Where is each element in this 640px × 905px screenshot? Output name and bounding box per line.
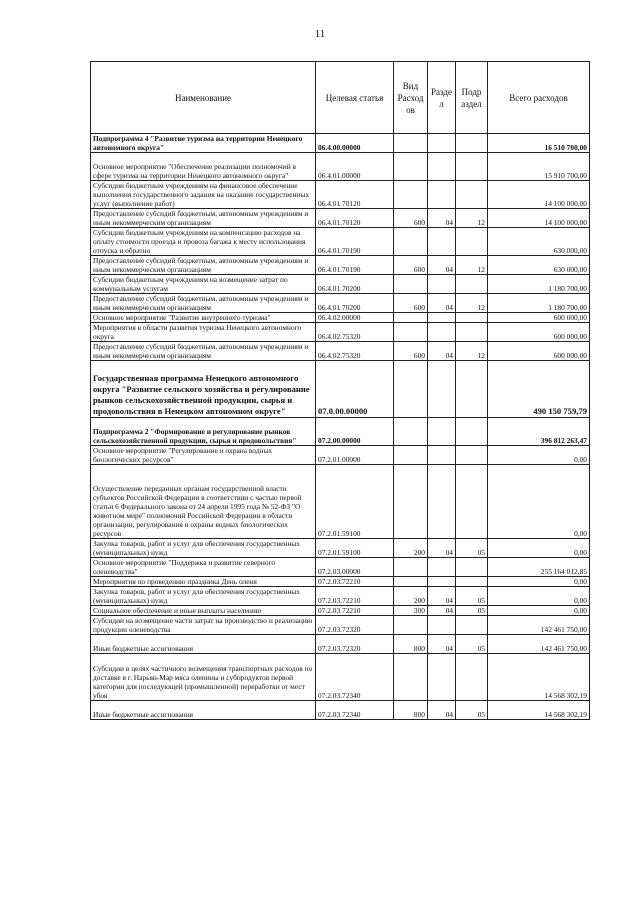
row-expense-type-cell: 300 [394,606,428,616]
row-subsection-cell [456,465,488,539]
row-section-cell [428,558,456,577]
row-name-cell: Основное мероприятие "Регулирование и охрана водных биологических ресурсов" [91,446,316,465]
row-section-cell: 04 [428,294,456,313]
row-expense-type-cell [394,446,428,465]
row-name-cell: Предоставление субсидий бюджетным, автономным учреждениям и иным некоммерческим организациям [91,209,316,228]
row-target-cell: 06.4.01.70190 [316,256,394,275]
row-section-cell: 04 [428,606,456,616]
table-row [91,418,590,446]
row-section-cell: 04 [428,209,456,228]
row-expense-type-cell: 600 [394,294,428,313]
row-subsection-cell: 05 [456,635,488,654]
row-subsection-cell [456,313,488,323]
row-amount-cell: 396 812 263,47 [488,418,590,446]
row-amount-cell: 0,00 [488,606,590,616]
row-section-cell [428,577,456,587]
table-row [91,539,590,558]
row-expense-type-cell [394,361,428,418]
table-row [91,701,590,720]
row-target-cell: 07.2.01.59100 [316,539,394,558]
row-amount-cell: 630 000,00 [488,256,590,275]
row-expense-type-cell [394,577,428,587]
row-expense-type-cell: 200 [394,587,428,606]
row-expense-type-cell [394,323,428,342]
header-total: Всего расходов [488,62,590,134]
row-target-cell: 07.2.03.72210 [316,587,394,606]
page-number: 11 [314,28,326,40]
row-subsection-cell [456,446,488,465]
table-body [91,134,590,720]
row-expense-type-cell: 800 [394,701,428,720]
row-section-cell [428,446,456,465]
row-name-cell: Социальное обеспечение и иные выплаты населению [91,606,316,616]
row-amount-cell: 0,00 [488,539,590,558]
row-subsection-cell [456,361,488,418]
row-amount-cell: 14 100 000,00 [488,181,590,209]
table-row [91,256,590,275]
row-expense-type-cell [394,418,428,446]
table-row [91,294,590,313]
row-expense-type-cell [394,465,428,539]
table-row [91,587,590,606]
table-row [91,446,590,465]
header-subsection: Подр аздел [456,62,488,134]
row-expense-type-cell [394,558,428,577]
row-expense-type-cell [394,616,428,635]
row-section-cell [428,465,456,539]
row-amount-cell: 142 461 750,00 [488,616,590,635]
row-amount-cell: 14 100 000,00 [488,209,590,228]
row-expense-type-cell [394,313,428,323]
row-name-cell: Иные бюджетные ассигнования [91,701,316,720]
row-expense-type-cell: 600 [394,256,428,275]
row-section-cell: 04 [428,342,456,361]
row-amount-cell: 16 510 700,00 [488,134,590,153]
row-amount-cell: 14 568 302,19 [488,701,590,720]
row-section-cell [428,153,456,181]
row-subsection-cell [456,228,488,256]
row-name-cell: Основное мероприятие "Обеспечение реализации полномочий в сфере туризма на территории Ненецкого автономного округа" [91,153,316,181]
row-expense-type-cell [394,275,428,294]
row-target-cell: 07.2.01.00000 [316,446,394,465]
row-subsection-cell [456,181,488,209]
row-amount-cell: 600 000,00 [488,323,590,342]
header-name: Наименование [91,62,316,134]
row-section-cell [428,616,456,635]
row-name-cell: Подпрограмма 2 "Формирование и регулирование рынков сельскохозяйственной продукции, сырья и продовольствия" [91,418,316,446]
table-row [91,635,590,654]
row-amount-cell: 0,00 [488,465,590,539]
row-subsection-cell: 12 [456,209,488,228]
table-row [91,577,590,587]
row-target-cell: 07.2.03.72210 [316,577,394,587]
row-name-cell: Предоставление субсидий бюджетным, автономным учреждениям и иным некоммерческим организациям [91,256,316,275]
row-target-cell: 07.0.00.00000 [316,361,394,418]
row-target-cell: 06.4.02.00000 [316,313,394,323]
table-row [91,606,590,616]
row-section-cell [428,134,456,153]
header-section: Разде л [428,62,456,134]
row-section-cell [428,275,456,294]
row-section-cell: 04 [428,256,456,275]
row-amount-cell: 630 000,00 [488,228,590,256]
table-row [91,181,590,209]
row-target-cell: 07.2.03.72320 [316,616,394,635]
row-subsection-cell: 05 [456,701,488,720]
row-expense-type-cell: 200 [394,539,428,558]
row-name-cell: Закупка товаров, работ и услуг для обеспечения государственных (муниципальных) нужд [91,587,316,606]
row-name-cell: Субсидии бюджетным учреждениям на финансовое обеспечение выполнения государственного задания на оказание государственных услуг (выполнение работ) [91,181,316,209]
table-row [91,153,590,181]
table-row [91,228,590,256]
header-target-article: Целевая статья [316,62,394,134]
row-target-cell: 07.2.00.00000 [316,418,394,446]
row-expense-type-cell [394,228,428,256]
row-name-cell: Закупка товаров, работ и услуг для обеспечения государственных (муниципальных) нужд [91,539,316,558]
row-target-cell: 06.4.01.70190 [316,228,394,256]
row-amount-cell: 255 164 012,85 [488,558,590,577]
table-row [91,209,590,228]
row-expense-type-cell: 600 [394,209,428,228]
row-amount-cell: 490 150 759,79 [488,361,590,418]
row-target-cell: 06.4.01.70120 [316,181,394,209]
row-amount-cell: 1 180 700,00 [488,294,590,313]
row-expense-type-cell [394,134,428,153]
row-expense-type-cell: 800 [394,635,428,654]
row-section-cell [428,313,456,323]
row-target-cell: 06.4.02.75320 [316,323,394,342]
row-section-cell: 04 [428,635,456,654]
row-section-cell [428,323,456,342]
row-section-cell: 04 [428,587,456,606]
row-name-cell: Государственная программа Ненецкого автономного округа "Развитие сельского хозяйства и регулирование рынков сельскохозяйственной продукции, сырья и продовольствия в Ненецком автономном округе" [91,361,316,418]
row-name-cell: Осуществление переданных органам государственной власти субъектов Российской Федерации в соответствии с частью первой статьи 6 Федерального закона от 24 апреля 1995 года № 52-ФЗ "О животном мире" полномочий Российской Федерации в области организации, регулирования и охраны водных биологических ресурсов [91,465,316,539]
row-amount-cell: 15 910 700,00 [488,153,590,181]
row-section-cell [428,361,456,418]
row-amount-cell: 14 568 302,19 [488,654,590,701]
row-name-cell: Предоставление субсидий бюджетным, автономным учреждениям и иным некоммерческим организациям [91,294,316,313]
row-amount-cell: 0,00 [488,446,590,465]
row-subsection-cell: 05 [456,587,488,606]
row-subsection-cell [456,577,488,587]
row-subsection-cell: 12 [456,342,488,361]
row-target-cell: 06.4.01.00000 [316,153,394,181]
row-subsection-cell [456,275,488,294]
row-name-cell: Предоставление субсидий бюджетным, автономным учреждениям и иным некоммерческим организациям [91,342,316,361]
row-section-cell [428,228,456,256]
row-expense-type-cell: 600 [394,342,428,361]
row-name-cell: Субсидии на возмещение части затрат на производство и реализацию продукции оленеводства [91,616,316,635]
row-target-cell: 06.4.01.70120 [316,209,394,228]
row-name-cell: Субсидии в целях частичного возмещения транспортных расходов по доставке в г. Нарьян-Мар мяса оленины и субпродуктов первой категории для последующей (промышленной) переработки от мест убоя [91,654,316,701]
row-amount-cell: 600 000,00 [488,342,590,361]
row-subsection-cell: 05 [456,539,488,558]
row-subsection-cell [456,134,488,153]
row-amount-cell: 0,00 [488,587,590,606]
row-subsection-cell: 05 [456,606,488,616]
row-name-cell: Иные бюджетные ассигнования [91,635,316,654]
row-name-cell: Основное мероприятие "Развитие внутреннего туризма" [91,313,316,323]
row-expense-type-cell [394,654,428,701]
row-subsection-cell: 12 [456,294,488,313]
row-subsection-cell [456,153,488,181]
table-row [91,323,590,342]
row-subsection-cell [456,418,488,446]
row-target-cell: 06.4.01.70200 [316,294,394,313]
row-amount-cell: 1 180 700,00 [488,275,590,294]
table-row [91,465,590,539]
row-target-cell: 07.2.03.72340 [316,701,394,720]
table-row [91,654,590,701]
row-target-cell: 07.2.01.59100 [316,465,394,539]
table-row [91,616,590,635]
row-subsection-cell: 12 [456,256,488,275]
row-amount-cell: 0,00 [488,577,590,587]
row-expense-type-cell [394,181,428,209]
row-amount-cell: 142 461 750,00 [488,635,590,654]
row-section-cell [428,418,456,446]
row-name-cell: Основное мероприятие "Поддержка и развитие северного оленеводства" [91,558,316,577]
row-target-cell: 06.4.02.75320 [316,342,394,361]
row-section-cell [428,654,456,701]
header-expense-type: Вид Расход ов [394,62,428,134]
row-section-cell: 04 [428,539,456,558]
row-section-cell: 04 [428,701,456,720]
row-subsection-cell [456,323,488,342]
row-target-cell: 07.2.03.72340 [316,654,394,701]
row-subsection-cell [456,616,488,635]
row-target-cell: 06.4.00.00000 [316,134,394,153]
table-row [91,361,590,418]
budget-table [90,61,590,720]
row-subsection-cell [456,654,488,701]
table-row [91,313,590,323]
table-row [91,558,590,577]
row-name-cell: Субсидии бюджетным учреждениям на возмещение затрат по коммунальным услугам [91,275,316,294]
table-row [91,275,590,294]
row-target-cell: 07.2.03.72320 [316,635,394,654]
row-target-cell: 06.4.01.70200 [316,275,394,294]
row-name-cell: Подпрограмма 4 "Развитие туризма на территории Ненецкого автономного округа" [91,134,316,153]
table-row [91,134,590,153]
row-section-cell [428,181,456,209]
row-name-cell: Мероприятия в области развития туризма Ненецкого автономного округа [91,323,316,342]
row-name-cell: Мероприятия по проведению праздника День оленя [91,577,316,587]
row-name-cell: Субсидии бюджетным учреждениям на компенсацию расходов на оплату стоимости проезда и провоза багажа к месту использования отпуска и обратно [91,228,316,256]
table-header-row [91,62,590,134]
row-amount-cell: 600 000,00 [488,313,590,323]
table-row [91,342,590,361]
row-target-cell: 07.2.03.72210 [316,606,394,616]
row-expense-type-cell [394,153,428,181]
row-subsection-cell [456,558,488,577]
row-target-cell: 07.2.03.00000 [316,558,394,577]
